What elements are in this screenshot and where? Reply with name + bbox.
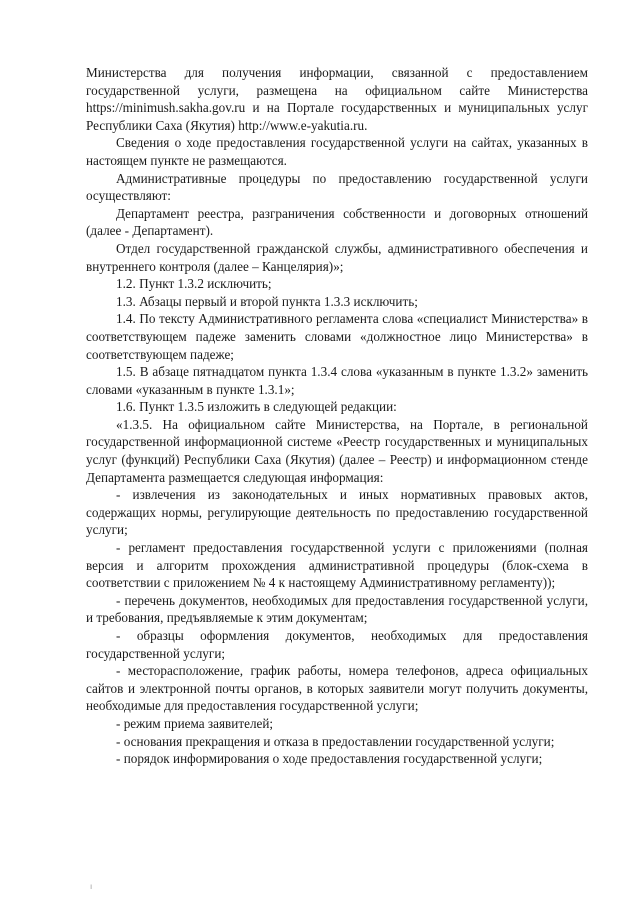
list-item-grounds: - основания прекращения и отказа в предоставлении государственной услуги;	[116, 733, 555, 749]
paragraph-6: 1.2. Пункт 1.3.2 исключить;	[116, 276, 272, 292]
paragraph-1: Министерства для получения информации, связанной с предоставлением государственной услуги, размещена на официальном сайте Министерства https://minimush.sakha.gov.ru и на Портале государственных и муниципальных услуг Республики Саха (Якутия) http://www.e-yakutia.ru.	[86, 65, 588, 133]
footer-mark: ı	[90, 882, 93, 891]
list-item-location: - месторасположение, график работы, номера телефонов, адреса официальных сайтов и электронной почты органов, в которых заявители могут получить документы, необходимые для предоставления государственной услуги;	[86, 663, 588, 714]
list-item-extracts: - извлечения из законодательных и иных нормативных правовых актов, содержащих нормы, регулирующие деятельность по предоставлению государственной услуги;	[86, 487, 588, 538]
document-body	[86, 64, 588, 768]
paragraph-8: 1.4. По тексту Административного регламента слова «специалист Министерства» в соответствующем падеже заменить словами «должностное лицо Министерства» в соответствующем падеже;	[86, 311, 588, 362]
list-item-informing: - порядок информирования о ходе предоставления государственной услуги;	[116, 751, 543, 767]
list-item-documents: - перечень документов, необходимых для предоставления государственной услуги, и требования, предъявляемые к этим документам;	[86, 592, 588, 626]
paragraph-3: Административные процедуры по предоставлению государственной услуги осуществляют:	[86, 170, 588, 204]
list-item-reception: - режим приема заявителей;	[116, 715, 274, 731]
paragraph-5: Отдел государственной гражданской службы, административного обеспечения и внутреннего контроля (далее – Канцелярия)»;	[86, 240, 588, 274]
paragraph-2: Сведения о ходе предоставления государственной услуги на сайтах, указанных в настоящем пункте не размещаются.	[86, 135, 588, 168]
paragraph-11: «1.3.5. На официальном сайте Министерства, на Портале, в региональной государственной информационной системе «Реестр государственных и муниципальных услуг (функций) Республики Саха (Якутия) (далее – Реестр) и информационном стенде Департамента размещается следующая информация:	[86, 416, 588, 485]
paragraph-10: 1.6. Пункт 1.3.5 изложить в следующей редакции:	[116, 399, 397, 415]
paragraph-7: 1.3. Абзацы первый и второй пункта 1.3.3 исключить;	[116, 293, 418, 309]
paragraph-9: 1.5. В абзаце пятнадцатом пункта 1.3.4 слова «указанным в пункте 1.3.2» заменить словами «указанным в пункте 1.3.1»;	[86, 364, 588, 397]
paragraph-4: Департамент реестра, разграничения собственности и договорных отношений (далее - Департамент).	[86, 205, 588, 239]
list-item-regulation: - регламент предоставления государственной услуги с приложениями (полная версия и алгоритм прохождения административной процедуры (блок-схема в соответствии с приложением № 4 к настоящему Административному регламенту));	[86, 540, 588, 591]
list-item-samples: - образцы оформления документов, необходимых для предоставления государственной услуги;	[86, 628, 588, 661]
